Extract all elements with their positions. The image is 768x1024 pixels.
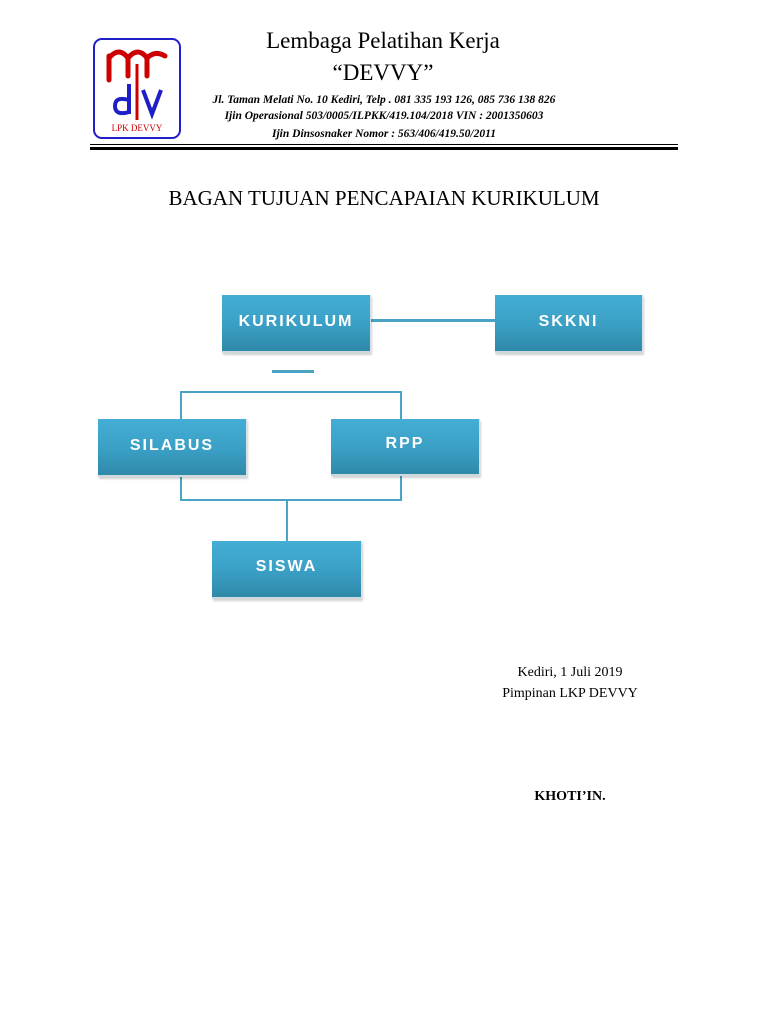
connector-to-siswa xyxy=(286,501,288,541)
connector-kurikulum-skkni xyxy=(371,319,495,322)
dinsosnaker-license-line: Ijin Dinsosnaker Nomor : 563/406/419.50/2011 xyxy=(272,128,496,140)
header-divider-thick xyxy=(90,147,678,150)
connector-from-rpp xyxy=(400,476,402,501)
node-silabus xyxy=(98,419,247,477)
node-rpp-label: RPP xyxy=(385,435,425,452)
node-rpp xyxy=(331,419,480,476)
signature-name: KHOTI’IN. xyxy=(534,789,606,804)
node-siswa xyxy=(212,541,362,599)
logo-label: LPK DEVVY xyxy=(111,123,163,133)
organization-name: Lembaga Pelatihan Kerja xyxy=(266,28,500,53)
document-title: BAGAN TUJUAN PENCAPAIAN KURIKULUM xyxy=(168,186,600,210)
header-divider-thin xyxy=(90,144,678,145)
node-kurikulum xyxy=(222,295,371,353)
connector-to-silabus xyxy=(180,391,182,419)
connector-top-bracket xyxy=(180,391,402,393)
institution-logo xyxy=(93,38,181,139)
operational-license-line: Ijin Operasional 503/0005/ILPKK/419.104/2018 VIN : 2001350603 xyxy=(224,110,544,122)
node-skkni xyxy=(495,295,643,353)
address-line: Jl. Taman Melati No. 10 Kediri, Telp . 081 335 193 126, 085 736 138 826 xyxy=(212,94,556,106)
connector-to-rpp xyxy=(400,391,402,419)
node-kurikulum-label: KURIKULUM xyxy=(238,313,354,330)
node-silabus-label: SILABUS xyxy=(129,437,215,454)
node-skkni-label: SKKNI xyxy=(538,313,599,330)
connector-from-silabus xyxy=(180,476,182,501)
organization-subname: “DEVVY” xyxy=(332,60,434,85)
connector-bottom-bracket xyxy=(180,499,402,501)
signature-place-date: Kediri, 1 Juli 2019 xyxy=(517,665,623,680)
signature-role: Pimpinan LKP DEVVY xyxy=(502,686,638,701)
connector-kurikulum-branch xyxy=(272,370,314,373)
node-siswa-label: SISWA xyxy=(255,558,318,575)
